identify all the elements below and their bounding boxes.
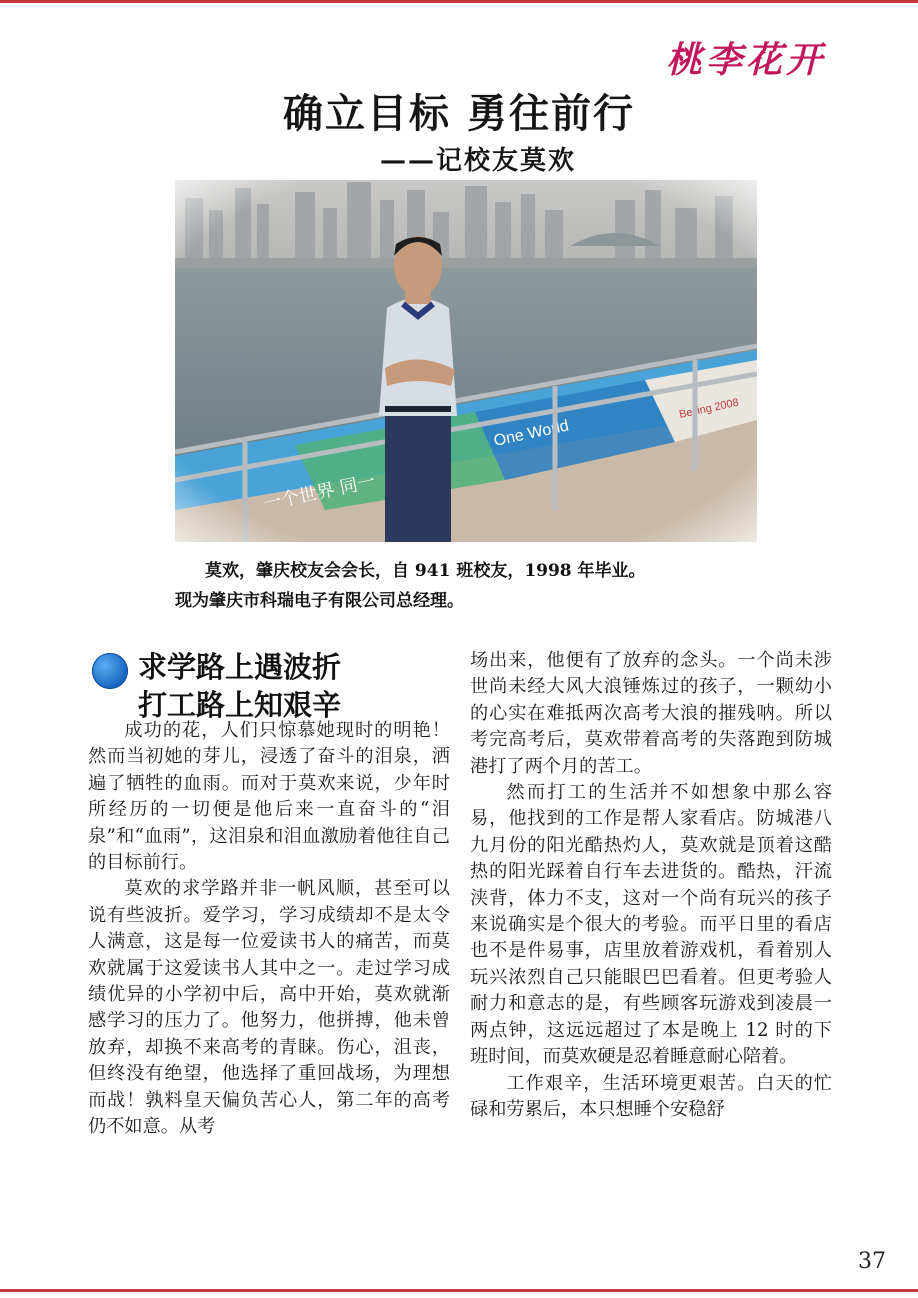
caption-line-1: 莫欢，肇庆校友会会长，自 941 班校友，1998 年毕业。: [205, 561, 646, 581]
photo-caption: [175, 556, 815, 616]
caption-line-2: 现为肇庆市科瑞电子有限公司总经理。: [175, 591, 464, 611]
portrait-photo: [175, 180, 757, 542]
bullet-dot-icon: [92, 653, 128, 689]
paragraph: 成功的花，人们只惊慕她现时的明艳！然而当初她的芽儿，浸透了奋斗的泪泉，洒遍了牺牲的血雨。而对于莫欢来说，少年时所经历的一切便是他后来一直奋斗的“泪泉”和“血雨”，这泪泉和泪血激励着他往自己的目标前行。: [88, 720, 450, 874]
article-subtitle: ——记校友莫欢: [380, 146, 577, 176]
paragraph: 场出来，他便有了放弃的念头。一个尚未涉世尚未经大风大浪锤炼过的孩子，一颗幼小的心实在难抵两次高考大浪的摧残呐。所以考完高考后，莫欢带着高考的失落跑到防城港打了两个月的苦工。: [470, 650, 832, 777]
heading-line-1: 求学路上遇波折: [138, 650, 342, 684]
article-title: 确立目标 勇往前行: [283, 90, 635, 137]
section-tag: 桃李花开: [665, 39, 826, 81]
bottom-rule: [0, 1289, 918, 1292]
heading-line-2: 打工路上知艰辛: [138, 688, 342, 722]
top-rule: [0, 0, 918, 3]
paragraph: 莫欢的求学路并非一帆风顺，甚至可以说有些波折。爱学习，学习成绩却不是太令人满意，这是每一位爱读书人的痛苦，而莫欢就属于这爱读书人其中之一。走过学习成绩优异的小学初中后，高中开始，莫欢就渐感学习的压力了。他努力，他拼搏，他未曾放弃，却换不来高考的青睐。伤心，沮丧，但终没有绝望，他选择了重回战场，为理想而战！孰料皇天偏负苦心人，第二年的高考仍不如意。从考: [88, 878, 450, 1138]
paragraph: 然而打工的生活并不如想象中那么容易，他找到的工作是帮人家看店。防城港八九月份的阳光酷热灼人，莫欢就是顶着这酷热的阳光踩着自行车去进货的。酷热，汗流浃背，体力不支，这对一个尚有玩兴的孩子来说确实是个很大的考验。而平日里的看店也不是件易事，店里放着游戏机，看着别人玩兴浓烈自己只能眼巴巴看着。但更考验人耐力和意志的是，有些顾客玩游戏到凌晨一两点钟，这远远超过了本是晚上 12 时的下班时间，而莫欢硬是忍着睡意耐心陪着。: [470, 782, 832, 1068]
right-column: [470, 648, 832, 1123]
left-column: [88, 718, 450, 1141]
paragraph: 工作艰辛，生活环境更艰苦。白天的忙碌和劳累后，本只想睡个安稳舒: [470, 1072, 832, 1120]
page-number: 37: [858, 1249, 886, 1274]
